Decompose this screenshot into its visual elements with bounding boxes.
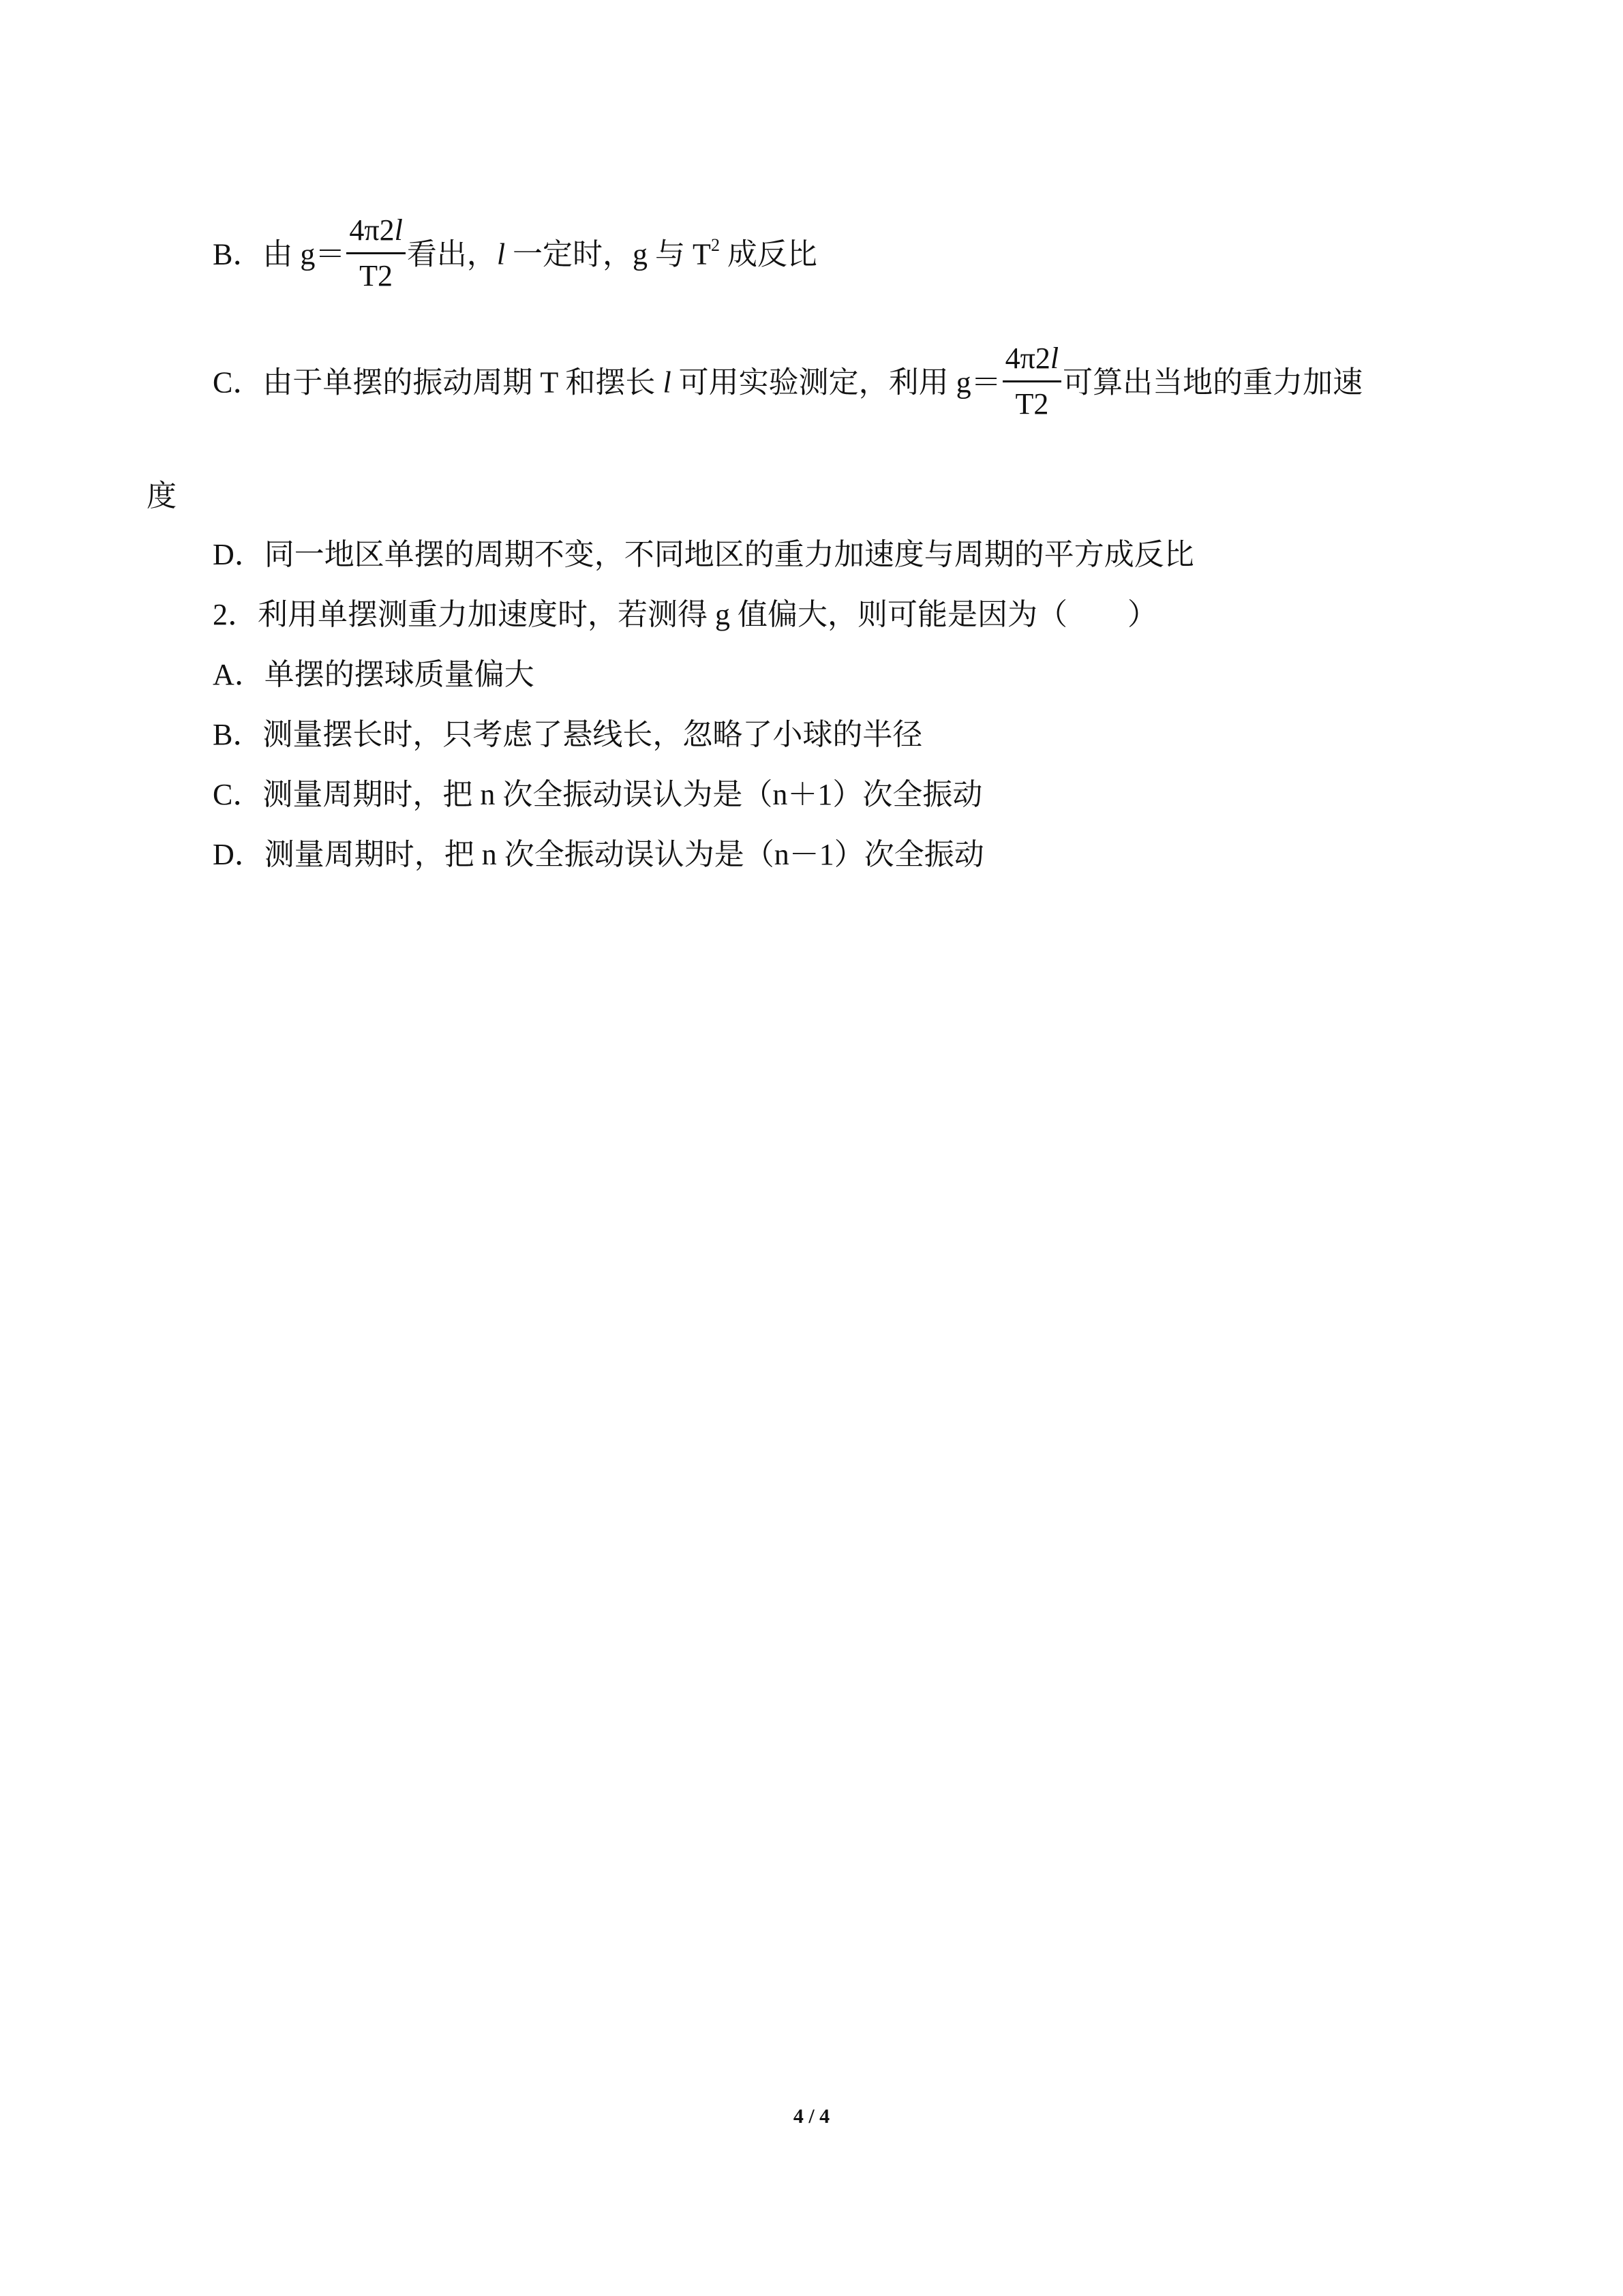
- q1-option-c: [213, 342, 1363, 423]
- option-c-prefix: C．由于单摆的振动周期 T 和摆长: [213, 365, 663, 399]
- q1-option-d: D．同一地区单摆的周期不变，不同地区的重力加速度与周期的平方成反比: [213, 538, 1194, 571]
- q1-option-b: [213, 213, 817, 295]
- numerator-text: 4π2: [1005, 342, 1050, 375]
- superscript-2: 2: [710, 235, 720, 255]
- option-b-l: l: [496, 237, 506, 271]
- option-b-after-l: 一定时，g 与 T: [505, 237, 711, 271]
- q2-option-c: C．测量周期时，把 n 次全振动误认为是（n＋1）次全振动: [213, 778, 983, 811]
- option-c-mid: 可用实验测定，利用 g＝: [671, 365, 1001, 399]
- option-b-prefix: B．由 g＝: [213, 237, 346, 271]
- numerator-l: l: [1050, 342, 1059, 375]
- numerator-text: 4π2: [349, 213, 395, 247]
- fraction-denominator: T2: [1015, 387, 1049, 421]
- q2-stem: 2．利用单摆测重力加速度时，若测得 g 值偏大，则可能是因为（ ）: [213, 598, 1157, 631]
- option-b-mid: 看出，: [406, 237, 497, 271]
- formula-fraction: [346, 215, 405, 291]
- fraction-numerator: [1003, 344, 1061, 382]
- option-c-suffix: 可算出当地的重力加速: [1063, 365, 1363, 399]
- numerator-l: l: [394, 213, 403, 247]
- option-c-l: l: [663, 365, 671, 399]
- fraction-denominator: T2: [359, 259, 393, 292]
- q2-option-d: D．测量周期时，把 n 次全振动误认为是（n－1）次全振动: [213, 838, 984, 871]
- q2-option-b: B．测量摆长时，只考虑了悬线长，忽略了小球的半径: [213, 718, 923, 751]
- formula-fraction: [1003, 344, 1061, 419]
- option-b-suffix: 成反比: [719, 237, 817, 271]
- fraction-numerator: [346, 215, 405, 254]
- q1-option-c-wrap: 度: [147, 479, 177, 513]
- q2-option-a: A．单摆的摆球质量偏大: [213, 658, 534, 691]
- page-number: 4 / 4: [793, 2105, 830, 2128]
